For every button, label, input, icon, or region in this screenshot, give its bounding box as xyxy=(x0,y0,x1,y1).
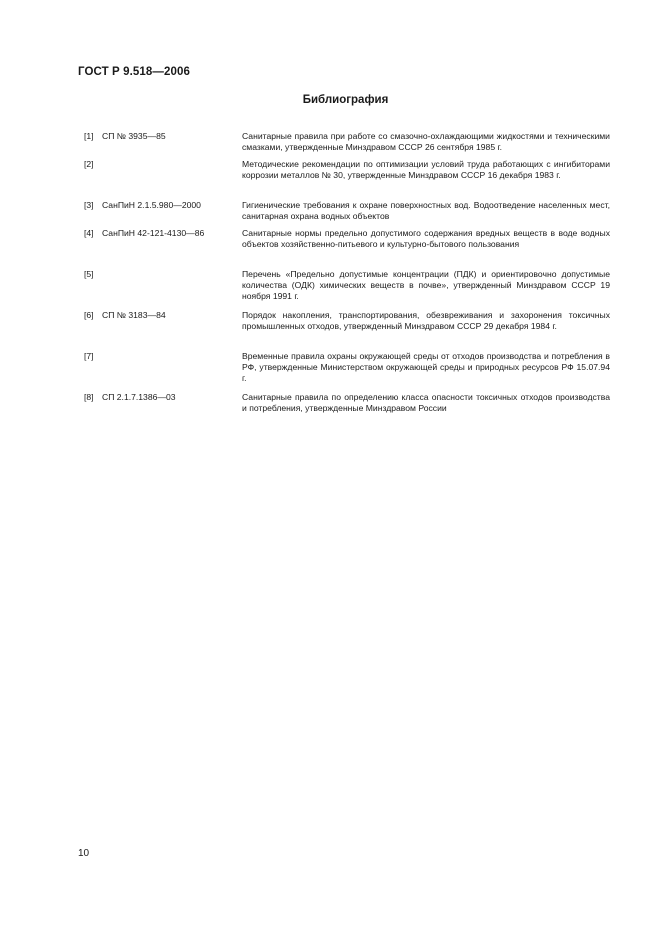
bibliography-entry xyxy=(84,310,610,351)
bibliography-list xyxy=(84,131,610,420)
bibliography-reference xyxy=(84,351,242,362)
bibliography-entry xyxy=(84,228,610,269)
entry-code: СанПиН 2.1.5.980—2000 xyxy=(102,200,201,210)
bibliography-reference xyxy=(84,131,242,142)
bibliography-reference xyxy=(84,200,242,211)
bibliography-reference xyxy=(84,269,242,280)
entry-description: Временные правила охраны окружающей среды от отходов производства и потребления в РФ, утвержденные Министерством окружающей среды и природных ресурсов РФ 15.07.94 г. xyxy=(242,351,610,383)
bibliography-reference xyxy=(84,392,242,403)
entry-description: Санитарные правила при работе со смазочно-охлаждающими жидкостями и техническими смазками, утвержденные Минздравом СССР 26 сентября 1985 г. xyxy=(242,131,610,152)
entry-number: [1] xyxy=(84,131,94,141)
bibliography-entry xyxy=(84,200,610,228)
bibliography-reference xyxy=(84,159,242,170)
bibliography-entry xyxy=(84,269,610,310)
bibliography-entry xyxy=(84,392,610,420)
entry-code: СанПиН 42-121-4130—86 xyxy=(102,228,205,238)
page-number: 10 xyxy=(78,848,90,859)
entry-description: Санитарные нормы предельно допустимого содержания вредных веществ в воде водных объектов хозяйственно-питьевого и культурно-бытового пользования xyxy=(242,228,610,249)
bibliography-reference xyxy=(84,310,242,321)
entry-description: Санитарные правила по определению класса опасности токсичных отходов производства и потребления, утвержденные Минздравом России xyxy=(242,392,610,413)
entry-code: СП 2.1.7.1386—03 xyxy=(102,392,176,402)
entry-code: СП № 3183—84 xyxy=(102,310,166,320)
entry-number: [7] xyxy=(84,351,94,361)
entry-number: [5] xyxy=(84,269,94,279)
entry-number: [8] xyxy=(84,392,94,402)
bibliography-entry xyxy=(84,131,610,159)
section-title: Библиография xyxy=(302,94,389,106)
entry-description: Методические рекомендации по оптимизации условий труда работающих с ингибиторами коррозии металлов № 30, утвержденные Минздравом СССР 16 декабря 1983 г. xyxy=(242,159,610,180)
bibliography-entry xyxy=(84,159,610,200)
entry-description: Порядок накопления, транспортирования, обезвреживания и захоронения токсичных промышленных отходов, утвержденный Минздравом СССР 29 декабря 1984 г. xyxy=(242,310,610,331)
entry-description: Перечень «Предельно допустимые концентрации (ПДК) и ориентировочно допустимые количества (ОДК) химических веществ в почве», утвержденный Минздравом СССР 19 ноября 1991 г. xyxy=(242,269,610,301)
entry-number: [2] xyxy=(84,159,94,169)
entry-number: [6] xyxy=(84,310,94,320)
entry-number: [4] xyxy=(84,228,94,238)
bibliography-reference xyxy=(84,228,242,239)
bibliography-entry xyxy=(84,351,610,392)
entry-description: Гигиенические требования к охране поверхностных вод. Водоотведение населенных мест, санитарная охрана водных объектов xyxy=(242,200,610,221)
document-id: ГОСТ Р 9.518—2006 xyxy=(78,66,190,78)
entry-number: [3] xyxy=(84,200,94,210)
entry-code: СП № 3935—85 xyxy=(102,131,166,141)
